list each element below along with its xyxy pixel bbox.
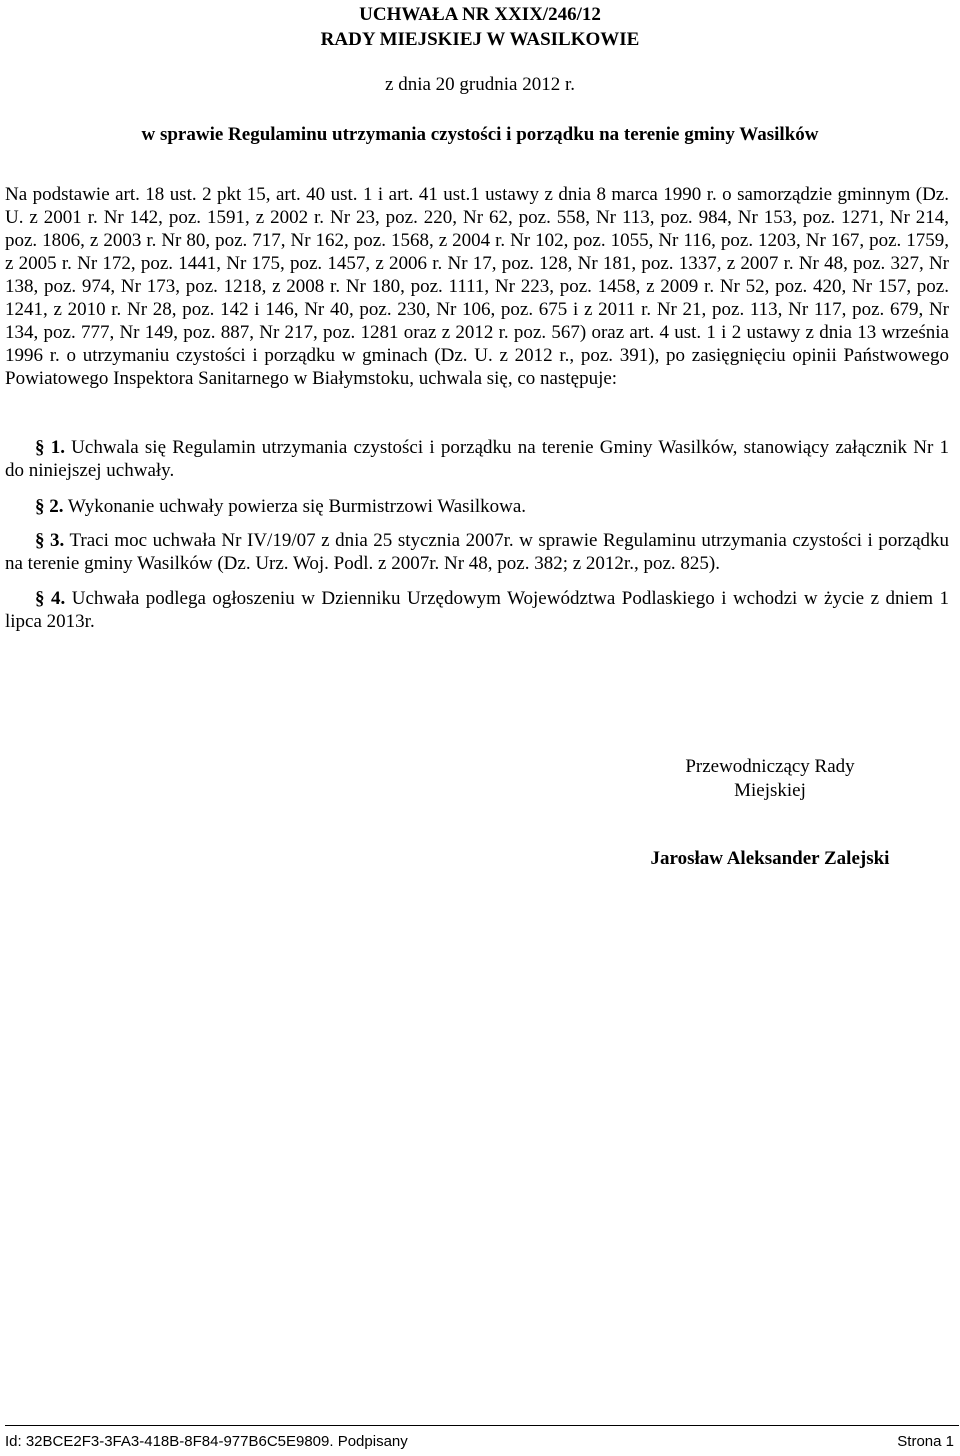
section-2-text: Wykonanie uchwały powierza się Burmistrzowi Wasilkowa. xyxy=(63,496,527,517)
page-number: Strona 1 xyxy=(897,1433,954,1450)
section-3-text: Traci moc uchwała Nr IV/19/07 z dnia 25 stycznia 2007r. w sprawie Regulaminu utrzymania czystości i porządku na terenie gminy Wasilków (Dz. Urz. Woj. Podl. z 2007r. Nr 48, poz. 382; z 2012r., poz. 825). xyxy=(5,530,950,574)
council-name: RADY MIEJSKIEJ W WASILKOWIE xyxy=(320,29,640,50)
section-4-text: Uchwała podlega ogłoszeniu w Dzienniku Urzędowym Województwa Podlaskiego i wchodzi w życie z dniem 1 lipca 2013r. xyxy=(5,588,950,632)
section-2 xyxy=(5,495,949,518)
signatory-role-line1: Przewodniczący Rady xyxy=(685,756,855,777)
resolution-date: z dnia 20 grudnia 2012 r. xyxy=(385,74,575,95)
document-id: Id: 32BCE2F3-3FA3-418B-8F84-977B6C5E9809. Podpisany xyxy=(5,1433,408,1450)
section-4-label: § 4. xyxy=(35,588,66,609)
resolution-title xyxy=(0,2,960,52)
signatory-role-line2: Miejskiej xyxy=(734,780,806,801)
section-4 xyxy=(5,587,949,633)
section-3-label: § 3. xyxy=(35,530,65,551)
section-1 xyxy=(5,436,949,482)
section-1-text: Uchwala się Regulamin utrzymania czystości i porządku na terenie Gminy Wasilków, stanowiący załącznik Nr 1 do niniejszej uchwały. xyxy=(5,437,950,481)
section-2-label: § 2. xyxy=(35,496,64,517)
section-1-label: § 1. xyxy=(35,437,65,458)
preamble-paragraph: Na podstawie art. 18 ust. 2 pkt 15, art. 40 ust. 1 i art. 41 ust.1 ustawy z dnia 8 marca 1990 r. o samorządzie gminnym (Dz. U. z 2001 r. Nr 142, poz. 1591, z 2002 r. Nr 23, poz. 220, Nr 62, poz. 558, Nr 113, poz. 984, Nr 153, poz. 1271, Nr 214, poz. 1806, z 2003 r. Nr 80, poz. 717, Nr 162, poz. 1568, z 2004 r. Nr 102, poz. 1055, Nr 116, poz. 1203, Nr 167, poz. 1759, z 2005 r. Nr 172, poz. 1441, Nr 175, poz. 1457, z 2006 r. Nr 17, poz. 128, Nr 181, poz. 1337, z 2007 r. Nr 48, poz. 327, Nr 138, poz. 974, Nr 173, poz. 1218, z 2008 r. Nr 180, poz. 1111, Nr 223, poz. 1458, z 2009 r. Nr 52, poz. 420, Nr 157, poz. 1241, z 2010 r. Nr 28, poz. 142 i 146, Nr 40, poz. 230, Nr 106, poz. 675 i z 2011 r. Nr 21, poz. 113, Nr 117, poz. 679, Nr 134, poz. 777, Nr 149, poz. 887, Nr 217, poz. 1281 oraz z 2012 r. poz. 567) oraz art. 4 ust. 1 i 2 ustawy z dnia 13 września 1996 r. o utrzymaniu czystości i porządku w gminach (Dz. U. z 2012 r., poz. 391), po zasięgnięciu opinii Państwowego Powiatowego Inspektora Sanitarnego w Białymstoku, uchwala się, co następuje: xyxy=(5,184,949,389)
signatory-name: Jarosław Aleksander Zalejski xyxy=(650,848,890,869)
signatory-role xyxy=(560,755,960,803)
section-3 xyxy=(5,529,949,575)
resolution-number: UCHWAŁA NR XXIX/246/12 xyxy=(359,4,601,25)
footer-divider xyxy=(5,1425,959,1426)
resolution-subject: w sprawie Regulaminu utrzymania czystości i porządku na terenie gminy Wasilków xyxy=(141,124,819,145)
